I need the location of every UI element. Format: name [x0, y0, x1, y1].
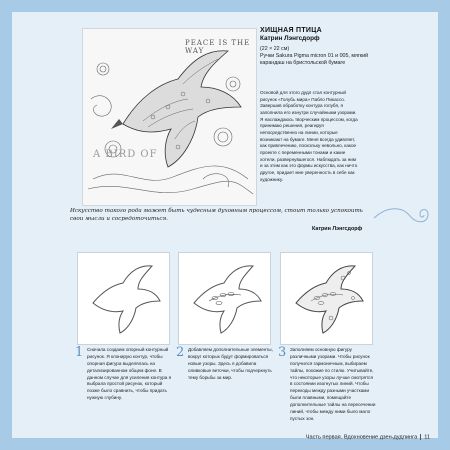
step-1-image: [77, 252, 170, 345]
dove-outline-2: [179, 253, 270, 344]
step-3-image: [280, 252, 373, 345]
step-1-text: Сначала создаем опорный контурный рисунок. Я клонирую контур, чтобы опорная фигура выделялась на детализированном общем фоне. В данном случае для усиления контура я выбрала простой рисунок, который позже было сравнить, чтобы придать нужную глубину.: [87, 347, 172, 401]
swirl-ornament: [372, 204, 432, 230]
footer-text: Часть первая. Вдохновение дзен-дудлинга: [305, 434, 418, 441]
artwork-top-text: PEACE IS THE WAY: [185, 39, 251, 55]
dove-drawing: [83, 29, 256, 205]
step-2-number: 2: [176, 345, 185, 360]
dove-artwork: [82, 28, 257, 206]
artwork-heading: [260, 27, 390, 67]
step-2-image: [178, 252, 271, 345]
dove-outline-1: [78, 253, 169, 344]
artwork-description: [260, 90, 358, 183]
step-1-number: 1: [75, 345, 84, 360]
page-footer: [212, 434, 430, 440]
artwork-title: ХИЩНАЯ ПТИЦА: [260, 27, 323, 34]
step-3-number: 3: [278, 345, 287, 360]
artwork-author: Катрин Лэнгсдорф: [260, 35, 320, 42]
footer-separator: [420, 434, 421, 440]
dove-outline-3: [281, 253, 372, 344]
artwork-size: (22 × 22 см): [260, 46, 290, 52]
step-2-text: Добавляем дополнительные элементы, вокруг которых будут формироваться новые узоры. Здесь я добавила оливковые веточки, чтобы подчеркнуть тему борьбы за мир.: [188, 347, 273, 380]
artwork-bottom-text: A BIRD OF: [93, 149, 158, 160]
book-page: [12, 12, 438, 441]
quote-text: Искусство такого рода может быть чудесным духовным процессом, стоит только успокоить свои мысли и сосредоточиться.: [70, 208, 363, 223]
description-text: Основой для этого дудл стал контурный рисунок «Голубь мира» Пабло Пикассо. Завершив обработку контура голубя, я заполнила его изнутри случайными узорами. Я наслаждаюсь творческим процессом, когда принимаю решения, реагируя непосредственно на линии, которые возникают на бумаге. Меня всегда удивляет, как привлечению, поскольку невольно, какое проекте с переменными тонами и какие хотели, развернувшегося. Наблюдать за ним и за этим как это формы искусства, как ничто другое, придает мне уверенность в себе как художнику.: [260, 90, 358, 182]
step-3-text: Заполняем основную фигуру различными узорами. Чтобы рисунок получился гармоничным, выбираем тайлы, похожие по стилю. Учитывайте, что некоторые узоры лучше смотрятся в состоянии изогнутых линий. Чтобы переходы между разными участками были плавными, помещайте дополнительные тайлы на пересечении линий, чтобы между ними было мало пустых зон.: [290, 347, 376, 421]
page-number: 11: [424, 434, 430, 441]
artwork-materials: Ручки Sakura Pigma micron 01 и 005, мягкий карандаш на бристольской бумаге: [260, 53, 369, 67]
quote-author: Катрин Лэнгсдорф: [312, 226, 363, 232]
